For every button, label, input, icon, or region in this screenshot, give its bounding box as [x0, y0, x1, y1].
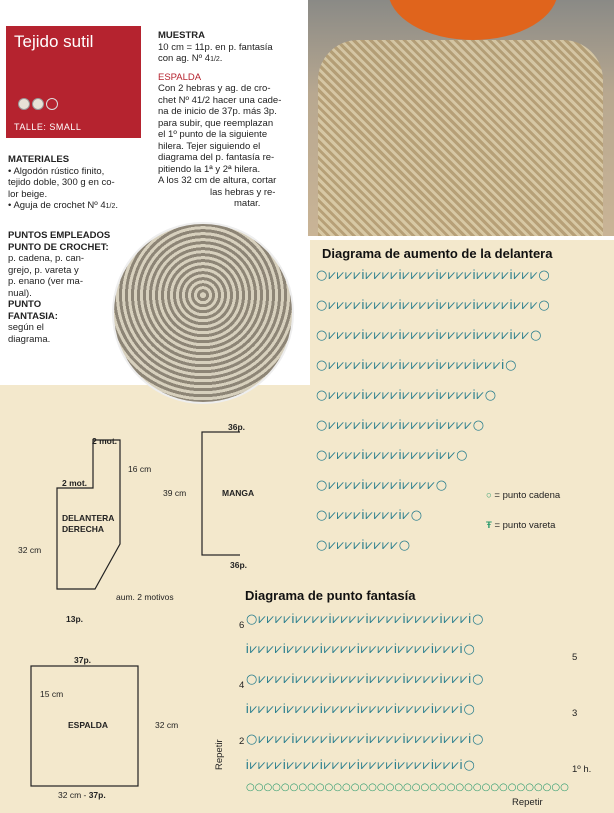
yarn-ball-icon [18, 98, 30, 110]
muestra-line: con ag. Nº 41/2. [158, 53, 223, 64]
manga-height: 39 cm [163, 488, 187, 498]
fantasia-heading: FANTASIA: [8, 310, 58, 322]
fantasia-line: diagrama. [8, 333, 51, 345]
espalda-line: chet Nº 41/2 hacer una cade- [158, 94, 282, 106]
espalda-side: 15 cm [40, 689, 64, 699]
muestra-heading: MUESTRA [158, 30, 205, 41]
puntos-heading: PUNTOS EMPLEADOS [8, 230, 111, 241]
row-number: 4 [239, 680, 245, 691]
espalda-top: 37p. [74, 655, 92, 665]
garment-photo [308, 0, 614, 236]
espalda-line: matar. [234, 198, 261, 209]
espalda-line: para subir, que reemplazan [158, 117, 274, 129]
row-number: 5 [572, 652, 578, 663]
espalda-bottom: 32 cm - 37p. [58, 790, 106, 800]
fantasia-stitch-diagram: ○⩗⩗⩗⩗Ꭵ⩗⩗⩗⩗Ꭵ⩗⩗⩗⩗Ꭵ⩗⩗⩗⩗Ꭵ⩗⩗⩗⩗Ꭵ⩗⩗⩗Ꭵ○ Ꭵ⩗⩗⩗⩗Ꭵ⩗⩗⩗⩗Ꭵ⩗⩗⩗⩗Ꭵ⩗⩗⩗⩗Ꭵ⩗⩗⩗⩗Ꭵ⩗⩗⩗Ꭵ○ ○⩗⩗⩗⩗Ꭵ⩗⩗⩗⩗Ꭵ⩗⩗⩗⩗Ꭵ⩗⩗⩗⩗Ꭵ⩗⩗⩗⩗Ꭵ⩗⩗⩗Ꭵ○ Ꭵ⩗⩗⩗⩗Ꭵ⩗⩗⩗⩗Ꭵ⩗⩗⩗⩗Ꭵ⩗⩗⩗⩗Ꭵ⩗⩗⩗⩗Ꭵ⩗⩗⩗Ꭵ○ ○⩗⩗⩗⩗Ꭵ⩗⩗⩗⩗Ꭵ⩗⩗⩗⩗Ꭵ⩗⩗⩗⩗Ꭵ⩗⩗⩗⩗Ꭵ⩗⩗⩗Ꭵ○ Ꭵ⩗⩗⩗⩗Ꭵ⩗⩗⩗⩗Ꭵ⩗⩗⩗⩗Ꭵ⩗⩗⩗⩗Ꭵ⩗⩗⩗⩗Ꭵ⩗⩗⩗Ꭵ○ ○○○○○○○○○○○○○○○○○○○○○○○○○○○○○○○○○○○○○ [246, 612, 569, 793]
materiales-line: tejido doble, 300 g en co- [8, 177, 115, 188]
repetir-label: Repetir [512, 797, 543, 808]
puntos-line: p. cadena, p. can- [8, 253, 85, 264]
materiales-section [8, 154, 148, 213]
puntos-line: nual). [8, 287, 32, 299]
espalda-heading: ESPALDA [158, 71, 202, 83]
page-title: Tejido sutil [14, 32, 94, 51]
delantera-top: 2 mot. [92, 436, 118, 446]
legend-chain: ○ = punto cadena [486, 490, 561, 501]
materiales-line: • Aguja de crochet Nº 41/2. [8, 200, 119, 211]
espalda-line: pitiendo la 1ª y 2ª hilera. [158, 163, 261, 175]
espalda-line: Con 2 hebras y ag. de cro- [158, 83, 271, 94]
row-number: 2 [239, 736, 245, 747]
delantera-diagram-title: Diagrama de aumento de la delantera [322, 246, 553, 261]
title-box [6, 26, 141, 138]
muestra-line: 10 cm = 11p. en p. fantasía [158, 41, 273, 53]
delantera-stitch-diagram: ○⩗⩗⩗⩗Ꭵ⩗⩗⩗⩗Ꭵ⩗⩗⩗⩗Ꭵ⩗⩗⩗⩗Ꭵ⩗⩗⩗⩗Ꭵ⩗⩗⩗○ ○⩗⩗⩗⩗Ꭵ⩗⩗⩗⩗Ꭵ⩗⩗⩗⩗Ꭵ⩗⩗⩗⩗Ꭵ⩗⩗⩗⩗Ꭵ⩗⩗⩗○ ○⩗⩗⩗⩗Ꭵ⩗⩗⩗⩗Ꭵ⩗⩗⩗⩗Ꭵ⩗⩗⩗⩗Ꭵ⩗⩗⩗⩗Ꭵ⩗⩗○ ○⩗⩗⩗⩗Ꭵ⩗⩗⩗⩗Ꭵ⩗⩗⩗⩗Ꭵ⩗⩗⩗⩗Ꭵ⩗⩗⩗Ꭵ○ ○⩗⩗⩗⩗Ꭵ⩗⩗⩗⩗Ꭵ⩗⩗⩗⩗Ꭵ⩗⩗⩗⩗Ꭵ⩗○ ○⩗⩗⩗⩗Ꭵ⩗⩗⩗⩗Ꭵ⩗⩗⩗⩗Ꭵ⩗⩗⩗⩗○ ○⩗⩗⩗⩗Ꭵ⩗⩗⩗⩗Ꭵ⩗⩗⩗⩗Ꭵ⩗⩗○ ○⩗⩗⩗⩗Ꭵ⩗⩗⩗⩗Ꭵ⩗⩗⩗⩗○ ○⩗⩗⩗⩗Ꭵ⩗⩗⩗⩗Ꭵ⩗○ ○⩗⩗⩗⩗Ꭵ⩗⩗⩗⩗○ [316, 268, 551, 553]
manga-label: MANGA [222, 488, 255, 498]
row-number: 3 [572, 708, 578, 719]
puntos-line: grejo, p. vareta y [8, 264, 79, 276]
espalda-label: ESPALDA [68, 720, 108, 730]
materiales-line: • Algodón rústico finito, [8, 165, 105, 177]
espalda-line: na de inicio de 37p. más 3p. [158, 106, 277, 117]
puntos-crochet-heading: PUNTO DE CROCHET: [8, 241, 109, 253]
size-label: TALLE: SMALL [14, 122, 82, 132]
delantera-bottom: 13p. [66, 614, 84, 624]
materiales-heading: MATERIALES [8, 154, 70, 165]
delantera-mid: 2 mot. [62, 478, 88, 488]
delantera-label: DELANTERA [62, 513, 115, 523]
delantera-label: DERECHA [62, 524, 105, 534]
puntos-section [8, 230, 128, 345]
materiales-line: lor beige. [8, 188, 48, 200]
espalda-height: 32 cm [155, 720, 179, 730]
delantera-side: 16 cm [128, 464, 152, 474]
repetir-label: Repetir [214, 739, 225, 770]
espalda-line: A los 32 cm de altura, cortar [158, 175, 277, 186]
row-number: 6 [239, 620, 245, 631]
espalda-line: hilera. Tejer siguiendo el [158, 140, 261, 152]
row-number: 1º h. [572, 764, 592, 775]
espalda-line: el 1º punto de la siguiente [158, 129, 268, 140]
fantasia-diagram-title: Diagrama de punto fantasía [245, 588, 416, 603]
vareta-stitch-icon: Ŧ [486, 520, 492, 531]
delantera-height: 32 cm [18, 545, 42, 555]
instructions-section [158, 30, 306, 210]
manga-top: 36p. [228, 422, 246, 432]
yarn-ball-icon [32, 98, 44, 110]
manga-bottom: 36p. [230, 560, 248, 570]
delantera-aum: aum. 2 motivos [116, 592, 174, 602]
espalda-line: las hebras y re- [210, 186, 276, 198]
yarn-ball-icon [46, 98, 58, 110]
fantasia-heading: PUNTO [8, 299, 42, 310]
puntos-line: p. enano (ver ma- [8, 276, 83, 287]
chain-stitch-icon: ○ [486, 490, 492, 501]
legend-vareta: Ŧ = punto vareta [486, 520, 556, 531]
espalda-line: diagrama del p. fantasía re- [158, 152, 275, 163]
stitch-detail-photo [112, 222, 294, 404]
fantasia-line: según el [8, 322, 44, 333]
